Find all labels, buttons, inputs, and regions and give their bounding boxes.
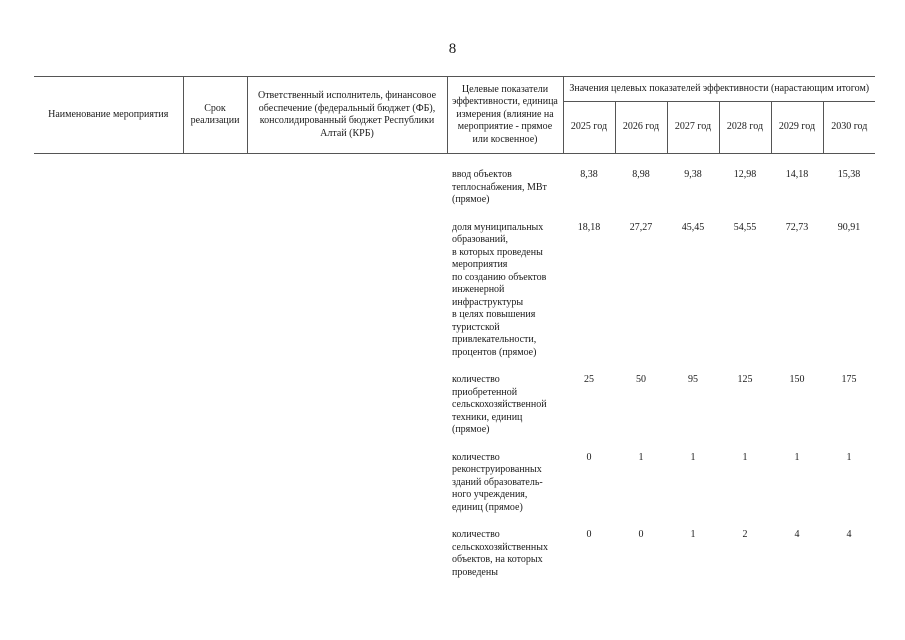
- indicator-line: образований,: [452, 234, 509, 245]
- value-cell: 9,38: [684, 169, 702, 180]
- value-cell: 1: [690, 451, 696, 463]
- value-cell: 175: [841, 374, 857, 385]
- value-cell: 150: [789, 374, 805, 385]
- table-row: [34, 437, 875, 515]
- value-cell: 14,18: [785, 169, 809, 180]
- indicator-line: по созданию объектов: [452, 271, 547, 283]
- indicator-line: (прямое): [452, 424, 490, 435]
- value-cell: 72,73: [785, 221, 809, 233]
- header-year: 2026 год: [615, 102, 667, 154]
- value-cell: 95: [688, 374, 698, 385]
- indicators-table: [34, 76, 875, 579]
- value-cell: 1: [794, 451, 800, 463]
- empty-cell: [183, 154, 247, 207]
- value-cell: 125: [737, 374, 753, 385]
- indicator-line: инфраструктуры: [452, 296, 524, 308]
- value-cell: 4: [794, 529, 800, 540]
- indicator-line: количество: [452, 374, 500, 385]
- value-cell: 2: [742, 529, 748, 540]
- value-cell: 8,38: [580, 169, 598, 180]
- value-cell: 15,38: [837, 169, 861, 180]
- value-cell: 1: [638, 451, 644, 463]
- indicator-line: количество: [452, 451, 500, 463]
- value-cell: 8,98: [632, 169, 650, 180]
- empty-cell: [183, 514, 247, 579]
- indicator-line: количество: [452, 529, 500, 540]
- value-cell: 0: [586, 529, 592, 540]
- empty-cell: [34, 207, 183, 360]
- header-year: 2030 год: [831, 121, 868, 133]
- header-year: 2028 год: [719, 102, 771, 154]
- indicator-line: туристской: [452, 321, 500, 333]
- empty-cell: [183, 437, 247, 515]
- indicator-cell: [447, 514, 563, 579]
- table-header: [34, 77, 875, 154]
- indicator-cell: [447, 154, 563, 207]
- header-indicator: Целевые показатели эффективности, единица измерения (влияние на мероприятие - прямое или косвенное): [447, 77, 563, 154]
- value-cell: 1: [690, 529, 696, 540]
- indicator-line: единиц (прямое): [452, 501, 523, 513]
- value-cell: 0: [586, 451, 592, 463]
- indicator-line: доля муниципальных: [452, 221, 544, 233]
- value-cell: 25: [584, 374, 594, 385]
- indicator-line: ного учреждения,: [452, 489, 528, 500]
- page-number: 8: [448, 41, 457, 57]
- empty-cell: [34, 437, 183, 515]
- table-row: [34, 514, 875, 579]
- value-cell: 12,98: [733, 169, 757, 180]
- header-name: Наименование мероприятия: [34, 77, 183, 154]
- value-cell: 0: [638, 529, 644, 540]
- value-cell: 90,91: [837, 221, 861, 233]
- empty-cell: [247, 359, 447, 437]
- value-cell: 50: [636, 374, 646, 385]
- indicator-line: ввод объектов: [452, 169, 512, 180]
- indicator-line: зданий образователь-: [452, 476, 543, 488]
- empty-cell: [183, 207, 247, 360]
- empty-cell: [247, 207, 447, 360]
- indicator-line: инженерной: [452, 284, 505, 295]
- table-body: [34, 154, 875, 580]
- value-cell: 27,27: [629, 221, 653, 233]
- indicator-line: процентов (прямое): [452, 346, 537, 358]
- indicator-line: в которых проведены: [452, 246, 543, 258]
- header-values-group: Значения целевых показателей эффективности (нарастающим итогом): [563, 77, 875, 102]
- indicator-line: приобретенной: [452, 386, 518, 398]
- indicator-cell: [447, 207, 563, 360]
- indicator-line: техники, единиц: [452, 411, 523, 423]
- indicator-line: проведены: [452, 566, 498, 578]
- header-period: Срок реализации: [183, 77, 247, 154]
- indicators-table-container: [34, 76, 875, 579]
- empty-cell: [183, 359, 247, 437]
- indicator-line: привлекательности,: [452, 334, 537, 345]
- indicator-line: мероприятия: [452, 259, 508, 270]
- value-cell: 4: [846, 529, 852, 540]
- empty-cell: [34, 154, 183, 207]
- indicator-cell: [447, 437, 563, 515]
- empty-cell: [247, 514, 447, 579]
- indicator-line: теплоснабжения, МВт: [452, 181, 547, 193]
- header-year: 2029 год: [771, 102, 823, 154]
- empty-cell: [247, 437, 447, 515]
- indicator-cell: [447, 359, 563, 437]
- value-cell: 1: [742, 451, 748, 463]
- indicator-line: сельскохозяйственных: [452, 541, 548, 553]
- value-cell: 1: [846, 451, 852, 463]
- header-executor: Ответственный исполнитель, финансовое обеспечение (федеральный бюджет (ФБ), консолидированный бюджет Республики Алтай (КРБ): [247, 77, 447, 154]
- header-year: 2025 год: [563, 102, 615, 154]
- empty-cell: [34, 514, 183, 579]
- table-row: [34, 154, 875, 207]
- indicator-line: реконструированных: [452, 464, 542, 475]
- empty-cell: [34, 359, 183, 437]
- table-row: [34, 207, 875, 360]
- value-cell: 18,18: [577, 221, 601, 233]
- value-cell: 54,55: [733, 221, 757, 233]
- indicator-line: объектов, на которых: [452, 554, 543, 565]
- indicator-line: (прямое): [452, 194, 490, 205]
- indicator-line: сельскохозяйственной: [452, 399, 547, 410]
- indicator-line: в целях повышения: [452, 309, 536, 320]
- header-year: 2027 год: [667, 102, 719, 154]
- empty-cell: [247, 154, 447, 207]
- value-cell: 45,45: [681, 221, 705, 233]
- table-row: [34, 359, 875, 437]
